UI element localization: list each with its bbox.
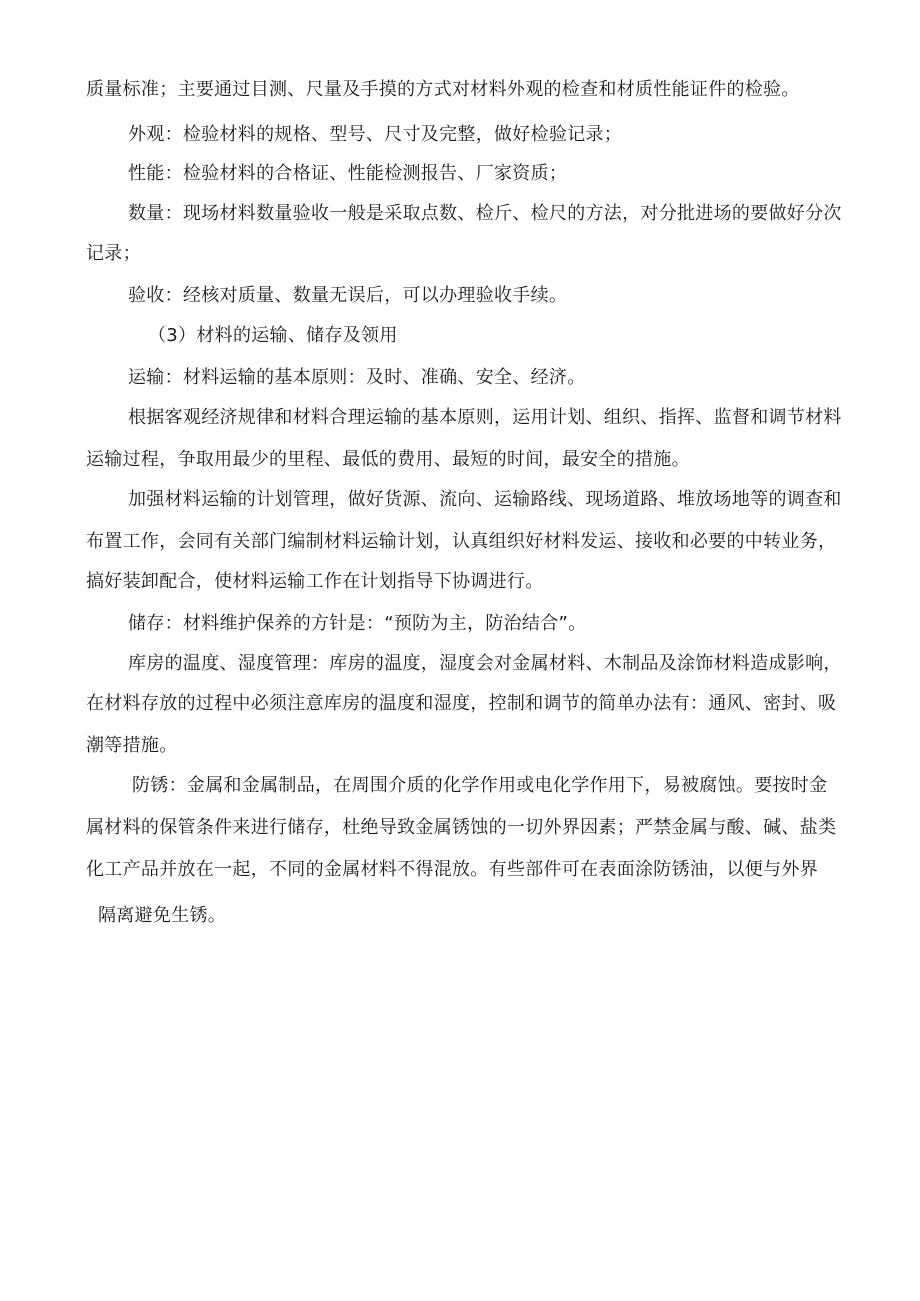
text-line-rust-prevention-cont2: 化工产品并放在一起，不同的金属材料不得混放。有些部件可在表面涂防锈油，以便与外界 (86, 859, 818, 880)
text-line-humidity-cont2: 潮等措施。 (86, 735, 178, 756)
text-line-performance: 性能：检验材料的合格证、性能检测报告、厂家资质； (128, 163, 568, 184)
text-line-acceptance: 验收：经核对质量、数量无误后，可以办理验收手续。 (128, 285, 568, 306)
text-line-transport-plan: 加强材料运输的计划管理，做好货源、流向、运输路线、现场道路、堆放场地等的调查和 (128, 489, 842, 510)
text-line-rust-prevention-cont3: 隔离避免生锈。 (98, 905, 227, 926)
text-line-quantity: 数量：现场材料数量验收一般是采取点数、检斤、检尺的方法，对分批进场的要做好分次 (128, 203, 842, 224)
text-line-rust-prevention-cont: 属材料的保管条件来进行储存，杜绝导致金属锈蚀的一切外界因素；严禁金属与酸、碱、盐类 (86, 817, 837, 838)
text-line-transport-principle-cont: 运输过程，争取用最少的里程、最低的费用、最短的时间，最安全的措施。 (86, 449, 690, 470)
text-line-transport-plan-cont: 布置工作，会同有关部门编制材料运输计划，认真组织好材料发运、接收和必要的中转业务， (86, 531, 837, 552)
text-line-storage: 储存：材料维护保养的方针是：“预防为主，防治结合”。 (128, 613, 587, 634)
text-line-quality-standard: 质量标准；主要通过目测、尺量及手摸的方式对材料外观的检查和材质性能证件的检验。 (86, 79, 800, 100)
text-line-rust-prevention: 防锈：金属和金属制品，在周围介质的化学作用或电化学作用下，易被腐蚀。要按时金 (132, 775, 828, 796)
section-heading-transport-storage: （3）材料的运输、储存及领用 (148, 325, 398, 346)
text-line-transport-plan-cont2: 搞好装卸配合，使材料运输工作在计划指导下协调进行。 (86, 571, 544, 592)
text-line-transport-principle: 根据客观经济规律和材料合理运输的基本原则，运用计划、组织、指挥、监督和调节材料 (128, 407, 842, 428)
text-line-appearance: 外观：检验材料的规格、型号、尺寸及完整，做好检验记录； (128, 124, 623, 145)
text-line-humidity-cont: 在材料存放的过程中必须注意库房的温度和湿度，控制和调节的简单办法有：通风、密封、吸 (86, 693, 837, 714)
text-line-humidity: 库房的温度、湿度管理：库房的温度，湿度会对金属材料、木制品及涂饰材料造成影响， (128, 653, 842, 674)
text-line-quantity-cont: 记录； (86, 243, 141, 264)
text-line-transport: 运输：材料运输的基本原则：及时、准确、安全、经济。 (128, 367, 586, 388)
